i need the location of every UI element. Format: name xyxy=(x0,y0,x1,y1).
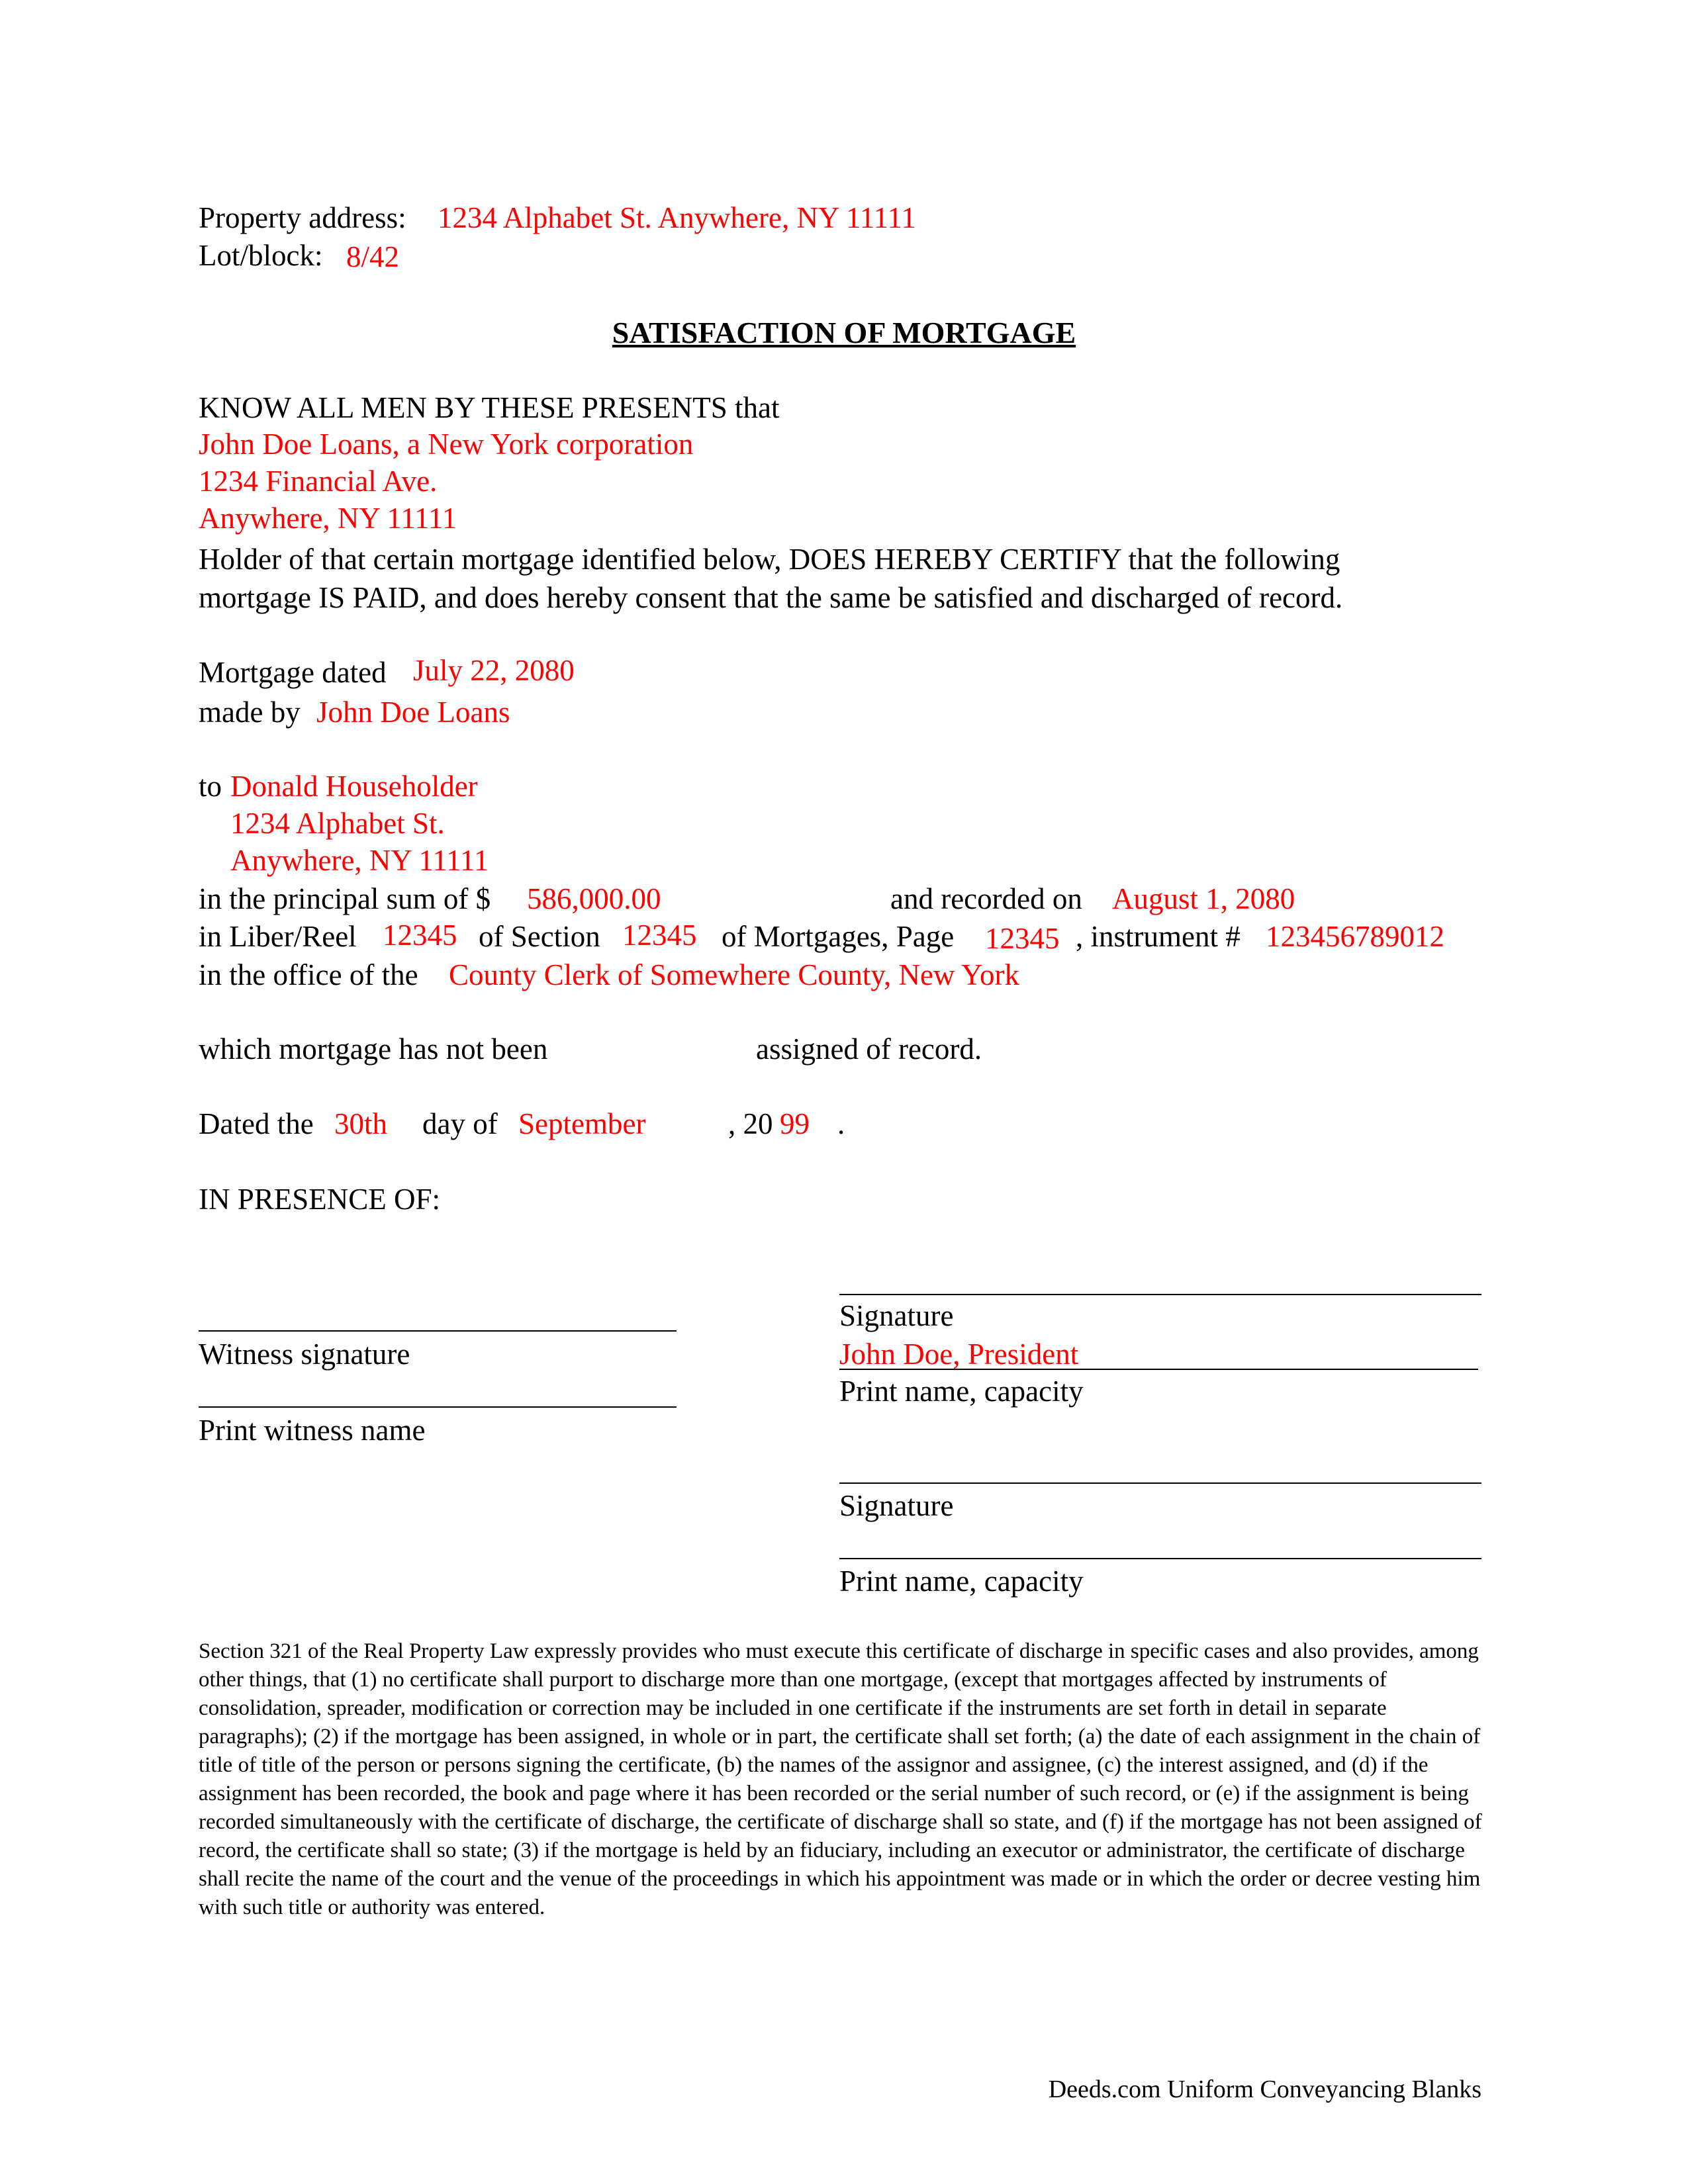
print-witness-name-label: Print witness name xyxy=(199,1414,426,1447)
footer-text: Deeds.com Uniform Conveyancing Blanks xyxy=(1048,2075,1481,2103)
liber-reel-label: in Liber/Reel xyxy=(199,920,357,953)
mortgagor-city: Anywhere, NY 11111 xyxy=(230,844,489,877)
holder-name: John Doe Loans, a New York corporation xyxy=(199,428,694,461)
principal-sum-value: 586,000.00 xyxy=(527,882,661,915)
made-by-label: made by xyxy=(199,696,301,729)
assigned-right: assigned of record. xyxy=(756,1032,982,1066)
legal-note: Section 321 of the Real Property Law expressly provides who must execute this certificate of discharge in specific cases and also provides, among other things, that (1) no certificate shall purport to discharge more than one mortgage, (except that mortgages affected by instruments of consolidation, spreader, modification or correction may be included in one certificate if the instruments are set forth in detail in separate paragraphs); (2) if the mortgage has been assigned, in whole or in part, the certificate shall set forth; (a) the date of each assignment in the chain of title of title of the person or persons signing the certificate, (b) the names of the assignor and assignee, (c) the interest assigned, and (d) if the assignment has been recorded, the book and page where it has been recorded or the serial number of such record, or (e) if the assignment is being recorded simultaneously with the certificate of discharge, the certificate of discharge shall so state, and (f) if the mortgage has not been assigned of record, the certificate shall so state; (3) if the mortgage is held by an fiduciary, including an executor or administrator, the certificate of discharge shall recite the name of the court and the venue of the proceedings in which his appointment was made or in which the order or decree vesting him with such title or authority was entered. xyxy=(199,1639,1482,1919)
print-name-capacity-label-2: Print name, capacity xyxy=(839,1565,1084,1598)
print-name-capacity-label-1: Print name, capacity xyxy=(839,1375,1084,1408)
section-value: 12345 xyxy=(622,919,697,952)
signature-label-1: Signature xyxy=(839,1299,954,1332)
signature-line-1[interactable] xyxy=(839,1294,1481,1295)
signature-label-2: Signature xyxy=(839,1489,954,1522)
dated-period: . xyxy=(837,1107,845,1140)
document-title: SATISFACTION OF MORTGAGE xyxy=(612,316,1076,349)
certify-line-1: Holder of that certain mortgage identified below, DOES HEREBY CERTIFY that the following xyxy=(199,543,1340,576)
instrument-label: , instrument # xyxy=(1076,920,1241,953)
made-by-value: John Doe Loans xyxy=(316,696,510,729)
dated-day-of: day of xyxy=(422,1107,498,1140)
lot-block-value: 8/42 xyxy=(346,240,400,273)
dated-year-prefix: , 20 xyxy=(728,1107,773,1140)
print-name-line-2[interactable] xyxy=(839,1558,1481,1559)
dated-label: Dated the xyxy=(199,1107,314,1140)
liber-reel-value: 12345 xyxy=(383,919,457,952)
holder-city: Anywhere, NY 11111 xyxy=(199,502,457,535)
dated-year-suffix: 99 xyxy=(780,1107,810,1140)
mortgagor-street: 1234 Alphabet St. xyxy=(230,807,445,840)
lot-block-label: Lot/block: xyxy=(199,239,323,272)
print-name-line-1[interactable] xyxy=(839,1369,1478,1370)
dated-day: 30th xyxy=(334,1107,388,1140)
section-label: of Section xyxy=(479,920,600,953)
page-value: 12345 xyxy=(985,922,1060,955)
in-presence-of: IN PRESENCE OF: xyxy=(199,1183,441,1216)
signer-name: John Doe, President xyxy=(839,1338,1079,1371)
assigned-left: which mortgage has not been xyxy=(199,1032,548,1066)
holder-street: 1234 Financial Ave. xyxy=(199,465,438,498)
dated-month: September xyxy=(518,1107,646,1140)
principal-sum-label: in the principal sum of $ xyxy=(199,882,491,915)
page-label: of Mortgages, Page xyxy=(722,920,955,953)
office-value: County Clerk of Somewhere County, New York xyxy=(449,958,1020,991)
mortgage-dated-label: Mortgage dated xyxy=(199,656,387,689)
recorded-on-label: and recorded on xyxy=(890,882,1082,915)
witness-signature-line[interactable] xyxy=(199,1330,677,1332)
mortgagor-name: Donald Householder xyxy=(230,770,478,803)
instrument-value: 123456789012 xyxy=(1266,920,1444,953)
witness-name-line[interactable] xyxy=(199,1406,677,1408)
intro-lead: KNOW ALL MEN BY THESE PRESENTS that xyxy=(199,391,780,424)
property-address-label: Property address: xyxy=(199,201,406,234)
to-label: to xyxy=(199,770,222,803)
mortgage-dated-value: July 22, 2080 xyxy=(413,654,575,687)
signature-line-2[interactable] xyxy=(839,1482,1481,1484)
property-address-value: 1234 Alphabet St. Anywhere, NY 11111 xyxy=(438,201,916,234)
recorded-on-value: August 1, 2080 xyxy=(1112,882,1295,915)
office-label: in the office of the xyxy=(199,958,418,991)
certify-line-2: mortgage IS PAID, and does hereby consent that the same be satisfied and discharged of record. xyxy=(199,581,1343,614)
witness-signature-label: Witness signature xyxy=(199,1338,410,1371)
